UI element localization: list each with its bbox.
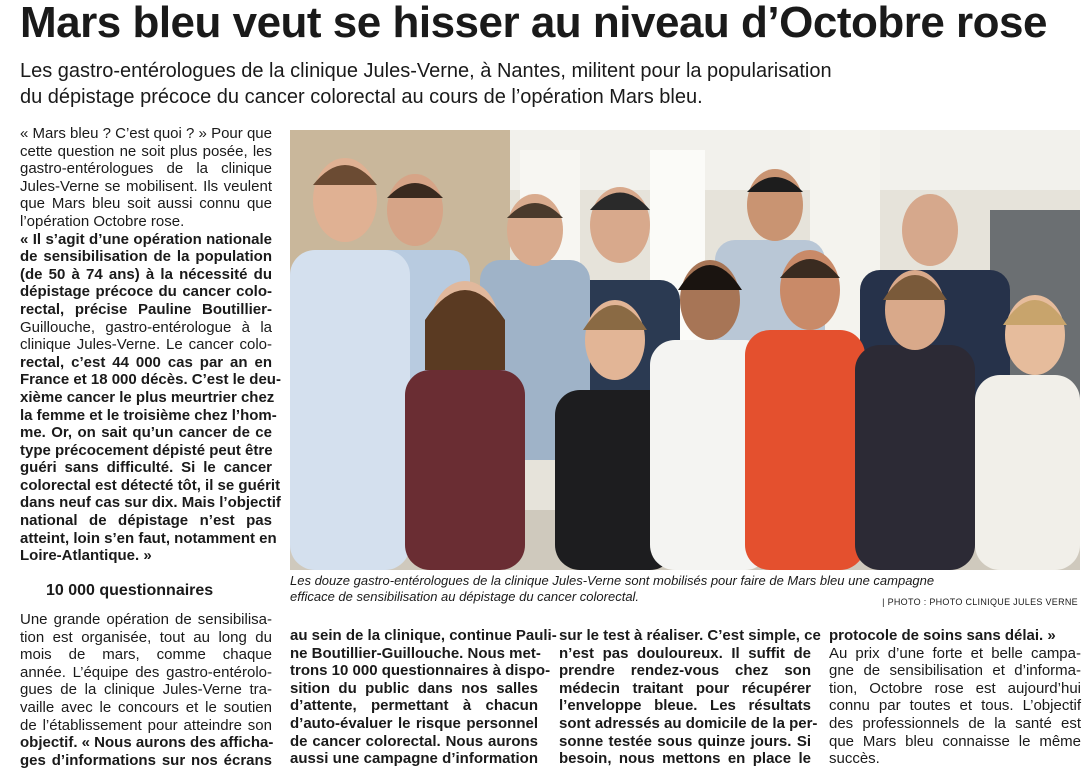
text-line: l’opération Octobre rose.	[20, 212, 185, 230]
text-line: sont adressés au domicile de la per-	[559, 714, 818, 732]
text-line: guéri sans difficulté. Si le cancer	[20, 459, 272, 477]
text-line: l’enveloppe bleue. Les résultats	[559, 697, 811, 715]
text-line: Jules-Verne se mobilisent. Ils veulent	[20, 177, 272, 195]
article-column-3	[559, 627, 821, 768]
text-line: tion est organisée, tout au long du	[20, 628, 272, 646]
text-line: de sensibilisation de la population	[20, 248, 272, 266]
text-line: année. L’équipe des gastro-entérolo-	[20, 663, 272, 681]
text-line: besoin, nous mettons en place le	[559, 750, 811, 768]
text-line: sonne testée sous quinze jours. Si	[559, 732, 811, 750]
text-line: dans neuf cas sur dix. Mais l’objectif	[20, 494, 281, 512]
photo-caption-line: Les douze gastro-entérologues de la clinique Jules-Verne sont mobilisés pour faire de Mars bleu une campagne	[290, 573, 935, 588]
text-line: clinique Jules-Verne. Le cancer colo-	[20, 336, 272, 354]
article-column-1	[20, 125, 281, 565]
text-line: « Il s’agit d’une opération nationale	[20, 230, 272, 248]
text-line: rectal, c’est 44 000 cas par an en	[20, 353, 272, 371]
text-line: me. Or, on sait qu’un cancer de ce	[20, 424, 272, 442]
article-column-1-continued	[20, 611, 272, 769]
article-column-2	[290, 627, 557, 768]
text-line: France et 18 000 décès. C’est le deu-	[20, 371, 281, 389]
text-line: « Mars bleu ? C’est quoi ? » Pour que	[20, 125, 272, 142]
text-line: Guillouche, gastro-entérologue à la	[20, 318, 272, 336]
standfirst	[20, 58, 1080, 110]
text-line: dépistage précoce du cancer colo-	[20, 283, 272, 301]
text-line: objectif. « Nous aurons des afficha-	[20, 734, 274, 752]
text-line: aussi une campagne d’information	[290, 750, 538, 768]
text-line: vaille avec le concours et le soutien	[20, 698, 272, 716]
text-line: xième cancer le plus meurtrier chez	[20, 388, 275, 406]
text-line: Au prix d’une forte et belle campa-	[829, 644, 1081, 662]
text-line: que Mars bleu connaisse le même	[829, 732, 1081, 750]
text-line: succès.	[829, 750, 880, 768]
text-line: médecin traitant pour récupérer	[559, 679, 811, 697]
text-line: gne de sensibilisation et d’informa-	[829, 662, 1081, 680]
group-photo-illustration	[290, 130, 1080, 570]
text-line: type précocement dépisté peut être	[20, 441, 273, 459]
text-line: colorectal est détecté tôt, il se guérit	[20, 476, 281, 494]
text-line: rectal, précise Pauline Boutillier-	[20, 300, 272, 318]
text-line: protocole de soins sans délai. »	[829, 627, 1056, 644]
text-line: n’est pas douloureux. Il suffit de	[559, 644, 811, 662]
text-line: national de dépistage n’est pas	[20, 512, 272, 530]
standfirst-line: du dépistage précoce du cancer colorectal au cours de l’opération Mars bleu.	[20, 86, 703, 108]
text-line: atteint, loin s’en faut, notamment en	[20, 529, 277, 547]
text-line: connu par toutes et tous. L’objectif	[829, 697, 1081, 715]
text-line: Loire-Atlantique. »	[20, 547, 152, 565]
standfirst-line: Les gastro-entérologues de la clinique Jules-Verne, à Nantes, militent pour la popularisation	[20, 60, 832, 82]
text-line: d’attente, permettant à chacun	[290, 697, 538, 715]
text-line: sur le test à réaliser. C’est simple, ce	[559, 627, 821, 644]
headline: Mars bleu veut se hisser au niveau d’Octobre rose	[20, 0, 1047, 47]
text-line: ne Boutillier-Guillouche. Nous met-	[290, 644, 541, 662]
text-line: la femme et le troisième chez l’hom-	[20, 406, 277, 424]
text-line: de cancer colorectal. Nous aurons	[290, 732, 538, 750]
text-line: d’auto-évaluer le risque personnel	[290, 714, 538, 732]
subheading: 10 000 questionnaires	[46, 582, 214, 599]
text-line: au sein de la clinique, continue Pauli-	[290, 627, 557, 644]
photo-caption-line: efficace de sensibilisation au dépistage du cancer colorectal.	[290, 589, 640, 604]
text-line: mois de mars, comme chaque	[20, 646, 272, 664]
text-line: que Mars bleu soit aussi connu que	[20, 195, 272, 213]
text-line: gastro-entérologues de la clinique	[20, 160, 272, 178]
text-line: trons 10 000 questionnaires à dispo-	[290, 662, 551, 680]
text-line: sition du public dans nos salles	[290, 679, 538, 697]
text-line: cette question ne soit plus posée, les	[20, 142, 272, 160]
text-line: gues de la clinique Jules-Verne tra-	[20, 681, 272, 699]
text-line: tion, Octobre rose est aujourd’hui	[829, 679, 1081, 697]
text-line: prendre rendez-vous chez son	[559, 662, 811, 680]
text-line: des professionnels de la santé est	[829, 714, 1081, 732]
text-line: ges d’informations sur nos écrans	[20, 751, 272, 769]
text-line: Une grande opération de sensibilisa-	[20, 611, 272, 628]
text-line: (de 50 à 74 ans) à la nécessité du	[20, 265, 272, 283]
group-photo	[290, 130, 1080, 570]
article-column-4	[829, 627, 1081, 768]
text-line: de l’établissement pour atteindre son	[20, 716, 272, 734]
photo-credit: | PHOTO : PHOTO CLINIQUE JULES VERNE	[882, 597, 1078, 607]
